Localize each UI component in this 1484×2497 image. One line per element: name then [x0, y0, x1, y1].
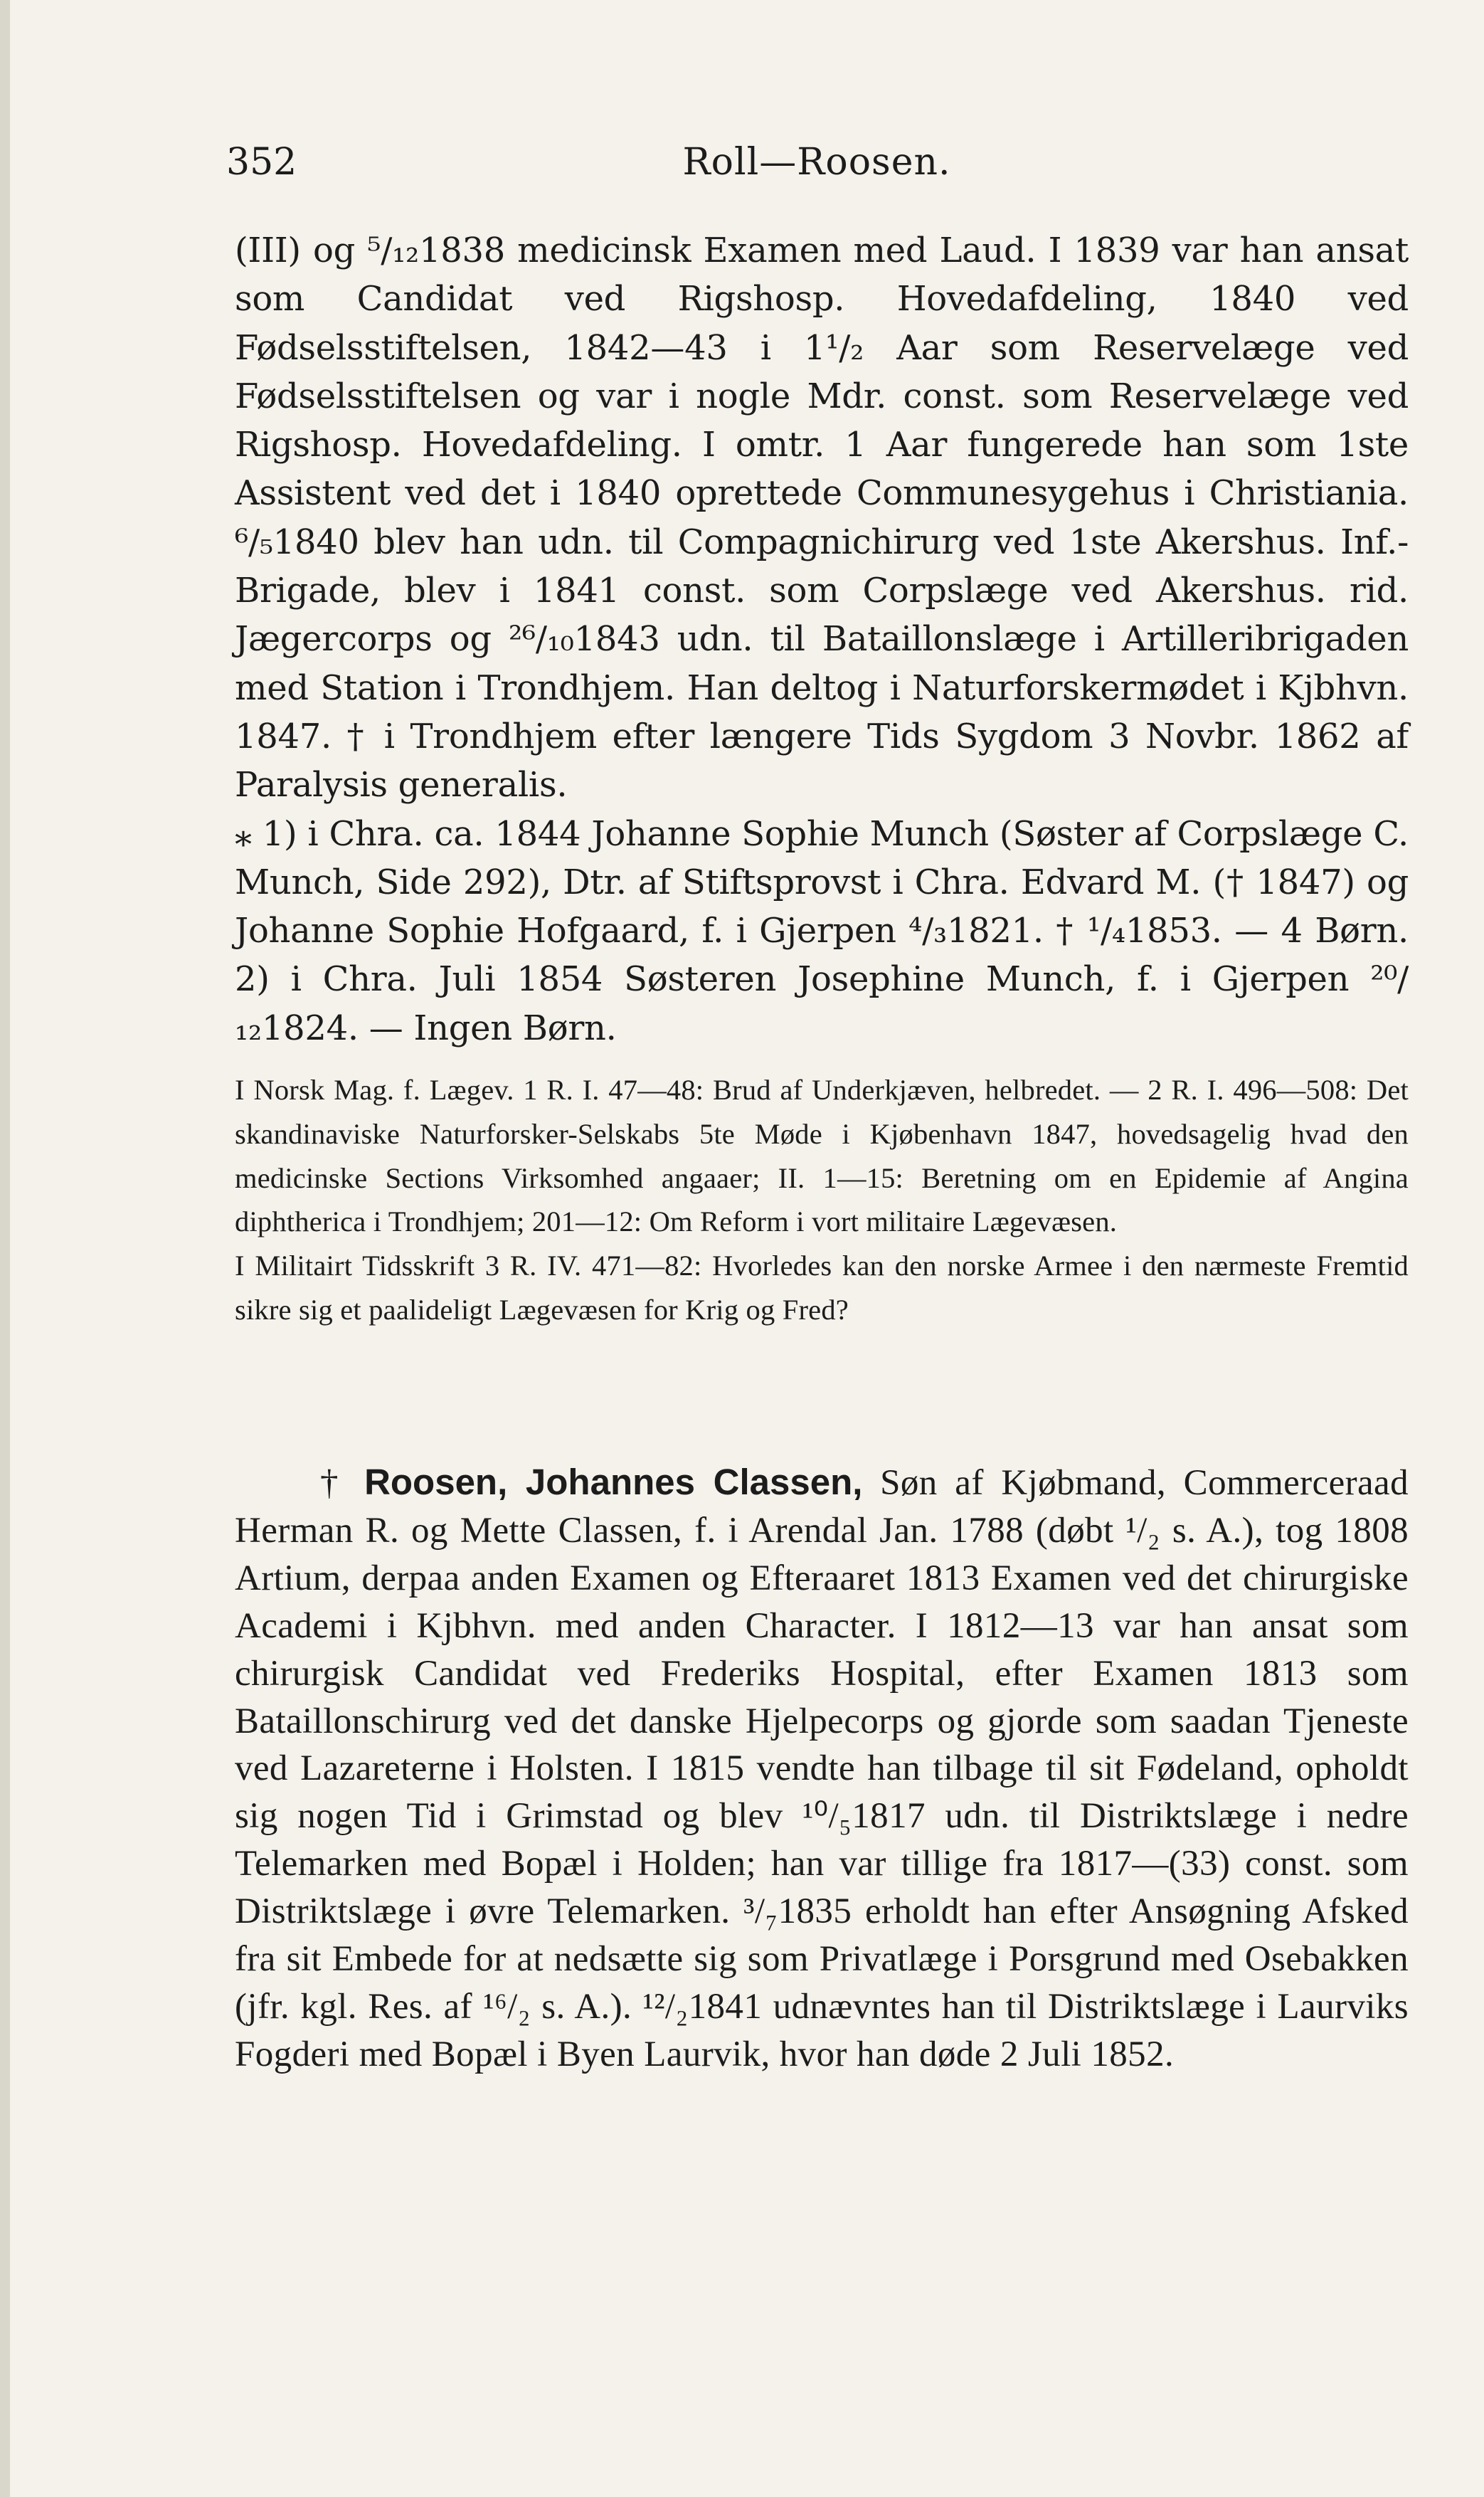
- entry-headword: Roosen, Johannes Classen,: [364, 1462, 863, 1502]
- dagger-mark: †: [320, 1463, 347, 1503]
- running-head: Roll—Roosen.: [682, 141, 951, 184]
- reference-norsk-mag: I Norsk Mag. f. Lægev. 1 R. I. 47—48: Brud af Underkjæven, helbredet. — 2 R. I. 496—508: Det skandinaviske Naturforsker-Selskabs 5te Møde i Kjøbenhavn 1847, hovedsagelig hvad den medicinske Sections Virksomhed angaaer; II. 1—15: Beretning om en Epidemie af Angina diphtherica i Trondhjem; 201—12: Om Reform i vort militaire Lægevæsen.: [235, 1074, 1409, 1238]
- page-header: [226, 141, 1407, 191]
- entry-roosen-paragraph: [235, 1459, 1409, 2079]
- entry-roll-marriage: ⁎ 1) i Chra. ca. 1844 Johanne Sophie Munch (Søster af Corpslæge C. Munch, Side 292), Dtr. af Stiftsprovst i Chra. Edvard M. († 1847) og Johanne Sophie Hofgaard, f. i Gjerpen ⁴/₃1821. † ¹/₄1853. — 4 Børn. 2) i Chra. Juli 1854 Søsteren Josephine Munch, f. i Gjerpen ²⁰/₁₂1824. — Ingen Børn.: [235, 813, 1409, 1048]
- entry-roosen: [235, 1459, 1409, 2079]
- entry-roll-references: [235, 1068, 1409, 1332]
- entry-roll-text: (III) og ⁵/₁₂1838 medicinsk Examen med Laud. I 1839 var han ansat som Candidat ved Rigshosp. Hovedafdeling, 1840 ved Fødselsstiftelsen, 1842—43 i 1¹/₂ Aar som Reservelæge ved Fødselsstiftelsen og var i nogle Mdr. const. som Reservelæge ved Rigshosp. Hovedafdeling. I omtr. 1 Aar fungerede han som 1ste Assistent ved det i 1840 oprettede Communesygehus i Christiania. ⁶/₅1840 blev han udn. til Compagnichirurg ved 1ste Akershus. Inf.-Brigade, blev i 1841 const. som Corpslæge ved Akershus. rid. Jægercorps og ²⁶/₁₀1843 udn. til Bataillonslæge i Artilleribrigaden med Station i Trondhjem. Han deltog i Naturforskermødet i Kjbhvn. 1847. † i Trondhjem efter længere Tids Sygdom 3 Novbr. 1862 af Paralysis generalis.: [235, 231, 1409, 806]
- page-edge: [0, 0, 10, 2497]
- entry-roosen-text: Søn af Kjøbmand, Commerceraad Herman R. og Mette Classen, f. i Arendal Jan. 1788 (døbt ¹/₂ s. A.), tog 1808 Artium, derpaa anden Examen og Efteraaret 1813 Examen ved det chirurgiske Academi i Kjbhvn. med anden Character. I 1812—13 var han ansat som chirurgisk Candidat ved Frederiks Hospital, efter Examen 1813 som Bataillonschirurg ved det danske Hjelpecorps og gjorde som saadan Tjeneste ved Lazareterne i Holsten. I 1815 vendte han tilbage til sit Fødeland, opholdt sig nogen Tid i Grimstad og blev ¹⁰/₅1817 udn. til Distriktslæge i nedre Telemarken med Bopæl i Holden; han var tillige fra 1817—(33) const. som Distriktslæge i øvre Telemarken. ³/₇1835 erholdt han efter Ansøgning Afsked fra sit Embede for at nedsætte sig som Privatlæge i Porsgrund med Osebakken (jfr. kgl. Res. af ¹⁶/₂ s. A.). ¹²/₂1841 udnævntes han til Distriktslæge i Laurviks Fogderi med Bopæl i Byen Laurvik, hvor han døde 2 Juli 1852.: [235, 1463, 1409, 2074]
- entry-roll: [235, 226, 1409, 1332]
- reference-militairt-tidsskrift: I Militairt Tidsskrift 3 R. IV. 471—82: Hvorledes kan den norske Armee i den nærmeste Fremtid sikre sig et paalideligt Lægevæsen for Krig og Fred?: [235, 1250, 1409, 1326]
- page-number: 352: [226, 141, 297, 184]
